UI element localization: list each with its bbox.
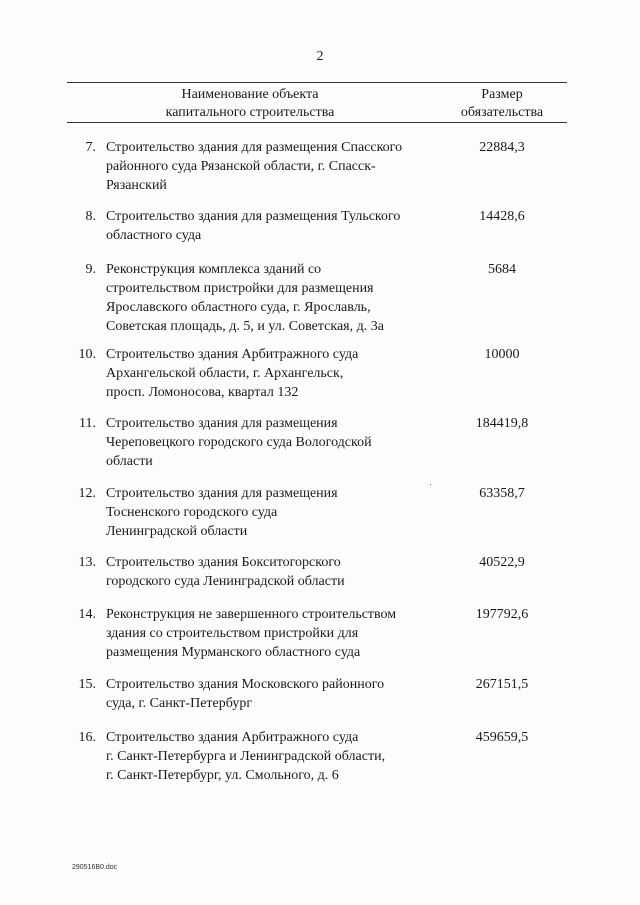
obligation-amount: 197792,6 [475,607,529,622]
object-name-line: Советская площадь, д. 5, и ул. Советская, д. 3а [106,319,384,334]
object-name-line: Строительство здания для размещения Спасского [106,140,403,155]
row-number: 16. [78,730,96,745]
object-name-line: размещения Мурманского областного суда [106,645,361,660]
object-name-line: Строительство здания Московского районного [106,677,385,692]
column-header-name-line2: капитального строительства [165,105,335,120]
object-name [106,728,441,785]
object-name-line: Строительство здания Арбитражного суда [106,730,359,745]
object-name-line: суда, г. Санкт-Петербург [106,696,253,711]
row-number: 15. [78,677,96,692]
object-name [106,138,441,195]
object-name-line: Реконструкция комплекса зданий со [106,262,322,277]
object-name-line: Строительство здания для размещения [106,416,338,431]
object-name-line: здания со строительством пристройки для [106,626,359,641]
scan-speck [430,484,431,485]
object-name-line: Ярославского областного суда, г. Ярославль, [106,300,371,315]
object-name [106,260,441,336]
obligation-amount: 14428,6 [479,209,525,224]
column-header-name-line1: Наименование объекта [181,87,319,102]
object-name [106,414,441,471]
object-name [106,553,441,591]
object-name-line: строительством пристройки для размещения [106,281,374,296]
row-number: 13. [78,555,96,570]
row-number: 12. [78,486,96,501]
object-name-line: г. Санкт-Петербург, ул. Смольного, д. 6 [106,768,339,783]
obligation-amount: 5684 [488,262,516,277]
header-top-rule [67,82,567,83]
object-name-line: области [106,454,153,469]
document-filename: 290516B0.doc [72,864,118,871]
page-number: 2 [316,49,324,64]
row-number: 8. [85,209,96,224]
row-number: 11. [79,416,96,431]
object-name-line: Череповецкого городского суда Вологодской [106,435,372,450]
column-header-size-line1: Размер [481,87,523,102]
obligation-amount: 63358,7 [479,486,525,501]
obligation-amount: 267151,5 [475,677,529,692]
object-name [106,675,441,713]
object-name [106,345,441,402]
object-name [106,484,441,541]
row-number: 9. [85,262,96,277]
row-number: 14. [78,607,96,622]
object-name [106,605,441,662]
object-name-line: Тосненского городского суда [106,505,278,520]
obligation-amount: 22884,3 [479,140,525,155]
object-name-line: Реконструкция не завершенного строительством [106,607,397,622]
row-number: 7. [85,140,96,155]
object-name-line: областного суда [106,228,202,243]
object-name-line: Строительство здания для размещения Тульского [106,209,401,224]
object-name-line: просп. Ломоносова, квартал 132 [106,385,299,400]
object-name-line: Ленинградской области [106,524,248,539]
object-name-line: Строительство здания Бокситогорского [106,555,341,570]
object-name-line: Рязанский [106,178,167,193]
column-header-size-line2: обязательства [460,105,544,120]
object-name-line: районного суда Рязанской области, г. Спасск- [106,159,376,174]
column-header-name [130,86,370,122]
object-name-line: Строительство здания Арбитражного суда [106,347,359,362]
object-name-line: Архангельской области, г. Архангельск, [106,366,344,381]
obligation-amount: 10000 [484,347,520,362]
obligation-amount: 40522,9 [479,555,525,570]
obligation-amount: 459659,5 [475,730,529,745]
obligation-amount: 184419,8 [475,416,529,431]
object-name-line: г. Санкт-Петербурга и Ленинградской области, [106,749,386,764]
row-number: 10. [78,347,96,362]
object-name-line: Строительство здания для размещения [106,486,338,501]
header-bottom-rule [67,122,567,123]
object-name [106,207,441,245]
column-header-size [444,86,560,122]
object-name-line: городского суда Ленинградской области [106,574,345,589]
